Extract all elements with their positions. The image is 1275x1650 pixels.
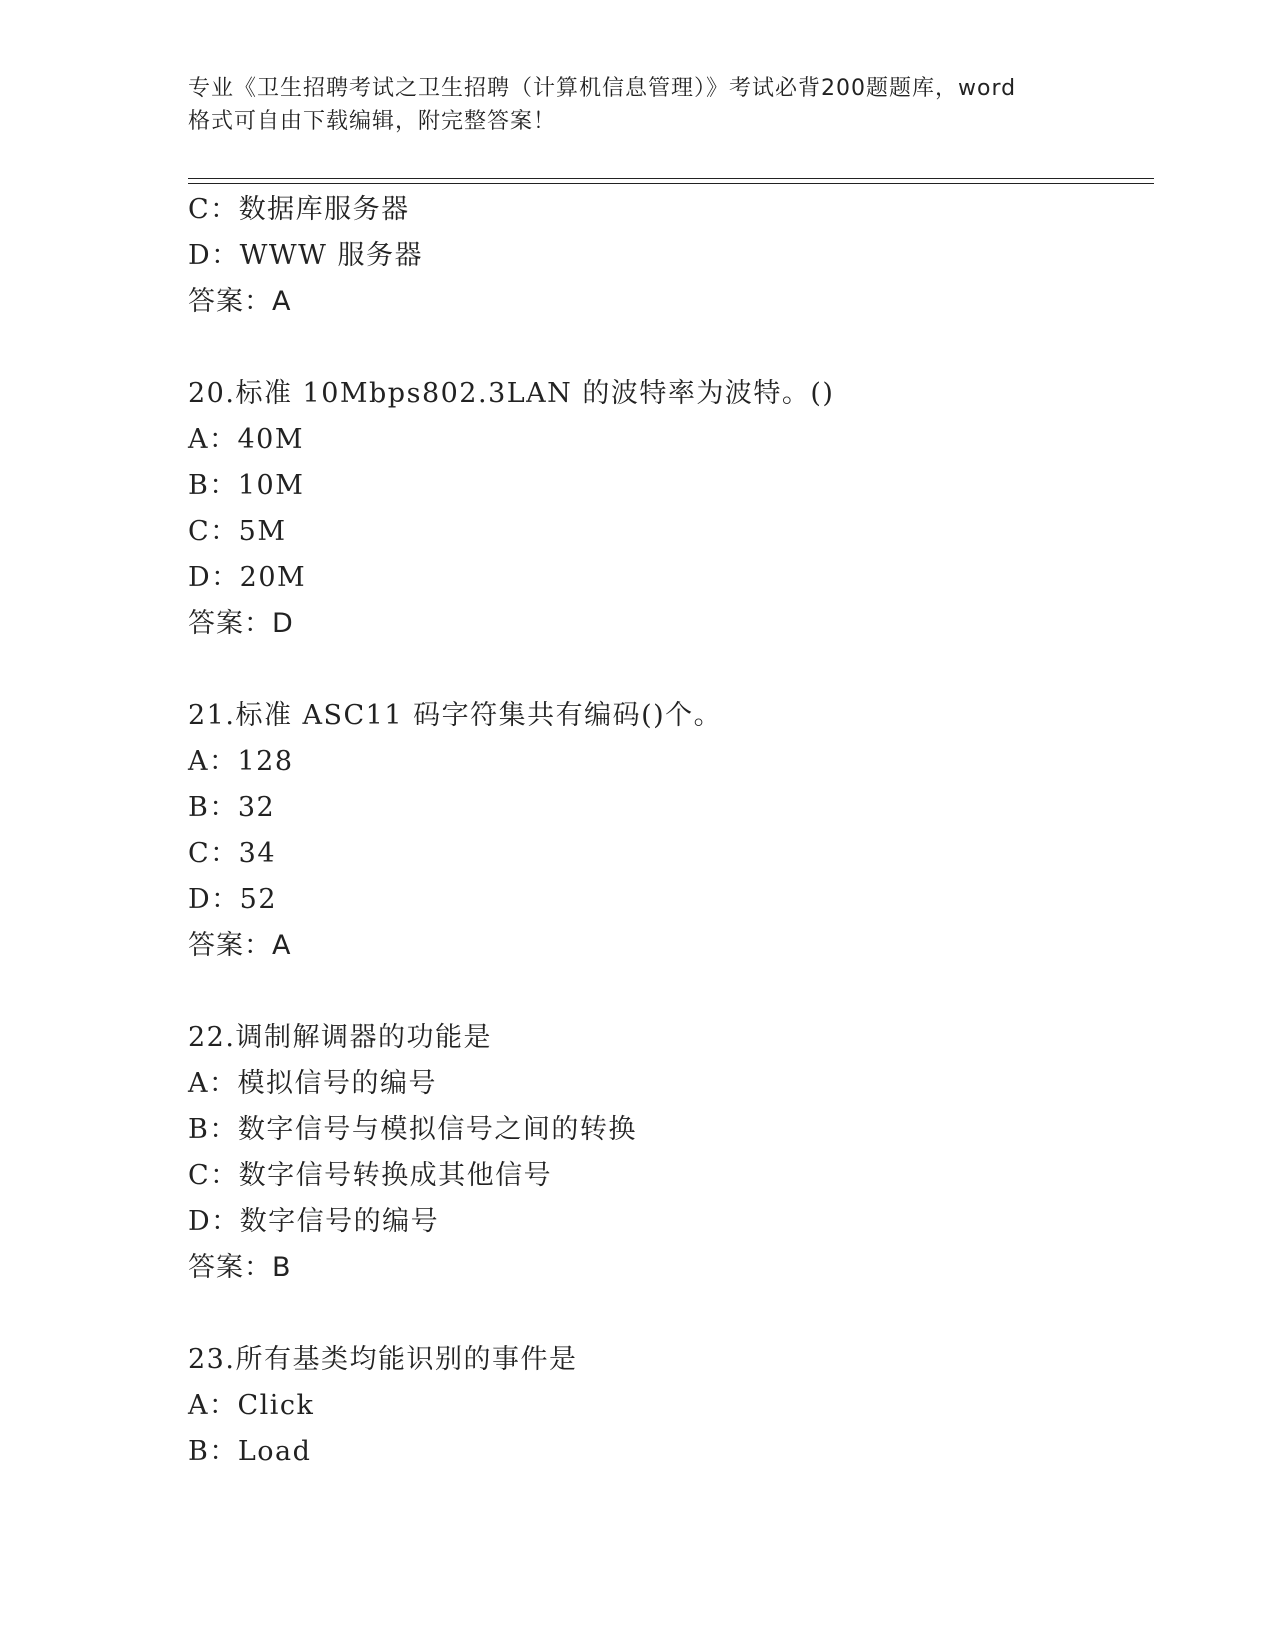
option-text: 数字信号转换成其他信号 (238, 1160, 553, 1191)
option-key: D： (188, 240, 240, 271)
option-text: 数字信号与模拟信号之间的转换 (237, 1114, 637, 1145)
answer-line: 答案：A (188, 930, 292, 961)
option-text: 52 (239, 884, 278, 915)
option-line (188, 417, 1154, 463)
option-text: 5M (238, 516, 287, 547)
answer-line: 答案：B (188, 1252, 292, 1283)
question-text: 20.标准 10Mbps802.3LAN 的波特率为波特。() (188, 378, 835, 409)
option-line (188, 463, 1154, 509)
option-key: C： (188, 838, 239, 869)
header-line-2: 格式可自由下载编辑，附完整答案！ (188, 109, 557, 134)
option-text: WWW 服务器 (239, 240, 423, 271)
option-key: A： (188, 424, 238, 455)
option-text: 40M (237, 424, 305, 455)
option-text: 20M (239, 562, 307, 593)
option-text: 128 (237, 746, 294, 777)
option-text: 10M (237, 470, 305, 501)
header-rule-top (188, 178, 1154, 179)
option-key: D： (188, 884, 240, 915)
header-rule-bottom (188, 183, 1154, 184)
answer-line: 答案：D (188, 608, 294, 639)
option-key: D： (188, 562, 240, 593)
option-line (188, 509, 1154, 555)
option-key: A： (188, 746, 238, 777)
spacer (188, 1291, 1154, 1337)
option-key: C： (188, 194, 239, 225)
document-header (188, 72, 1088, 138)
option-line (188, 739, 1154, 785)
spacer (188, 325, 1154, 371)
option-line (188, 555, 1154, 601)
option-line (188, 877, 1154, 923)
option-line (188, 1061, 1154, 1107)
option-text: 数据库服务器 (238, 194, 410, 225)
question-text: 23.所有基类均能识别的事件是 (188, 1344, 578, 1375)
header-line-1: 专业《卫生招聘考试之卫生招聘（计算机信息管理）》考试必背200题题库，word (188, 76, 1017, 101)
option-text: 模拟信号的编号 (237, 1068, 437, 1099)
option-key: B： (188, 792, 238, 823)
option-line (188, 233, 1154, 279)
option-key: B： (188, 470, 238, 501)
option-text: 数字信号的编号 (239, 1206, 440, 1237)
option-text: Click (237, 1390, 315, 1421)
option-text: 34 (238, 838, 277, 869)
option-line (188, 831, 1154, 877)
question-text: 21.标准 ASC11 码字符集共有编码()个。 (188, 700, 723, 731)
option-key: D： (188, 1206, 240, 1237)
spacer (188, 647, 1154, 693)
answer-line: 答案：A (188, 286, 292, 317)
option-text: 32 (237, 792, 276, 823)
spacer (188, 969, 1154, 1015)
option-key: B： (188, 1436, 238, 1467)
option-key: A： (188, 1390, 238, 1421)
option-line (188, 187, 1154, 233)
option-line (188, 785, 1154, 831)
option-key: C： (188, 516, 239, 547)
question-list (188, 187, 1154, 1475)
option-text: Load (237, 1436, 312, 1467)
question-text: 22.调制解调器的功能是 (188, 1022, 492, 1053)
option-key: B： (188, 1114, 238, 1145)
option-line (188, 1107, 1154, 1153)
option-key: A： (188, 1068, 238, 1099)
option-line (188, 1199, 1154, 1245)
option-key: C： (188, 1160, 239, 1191)
option-line (188, 1429, 1154, 1475)
option-line (188, 1153, 1154, 1199)
option-line (188, 1383, 1154, 1429)
